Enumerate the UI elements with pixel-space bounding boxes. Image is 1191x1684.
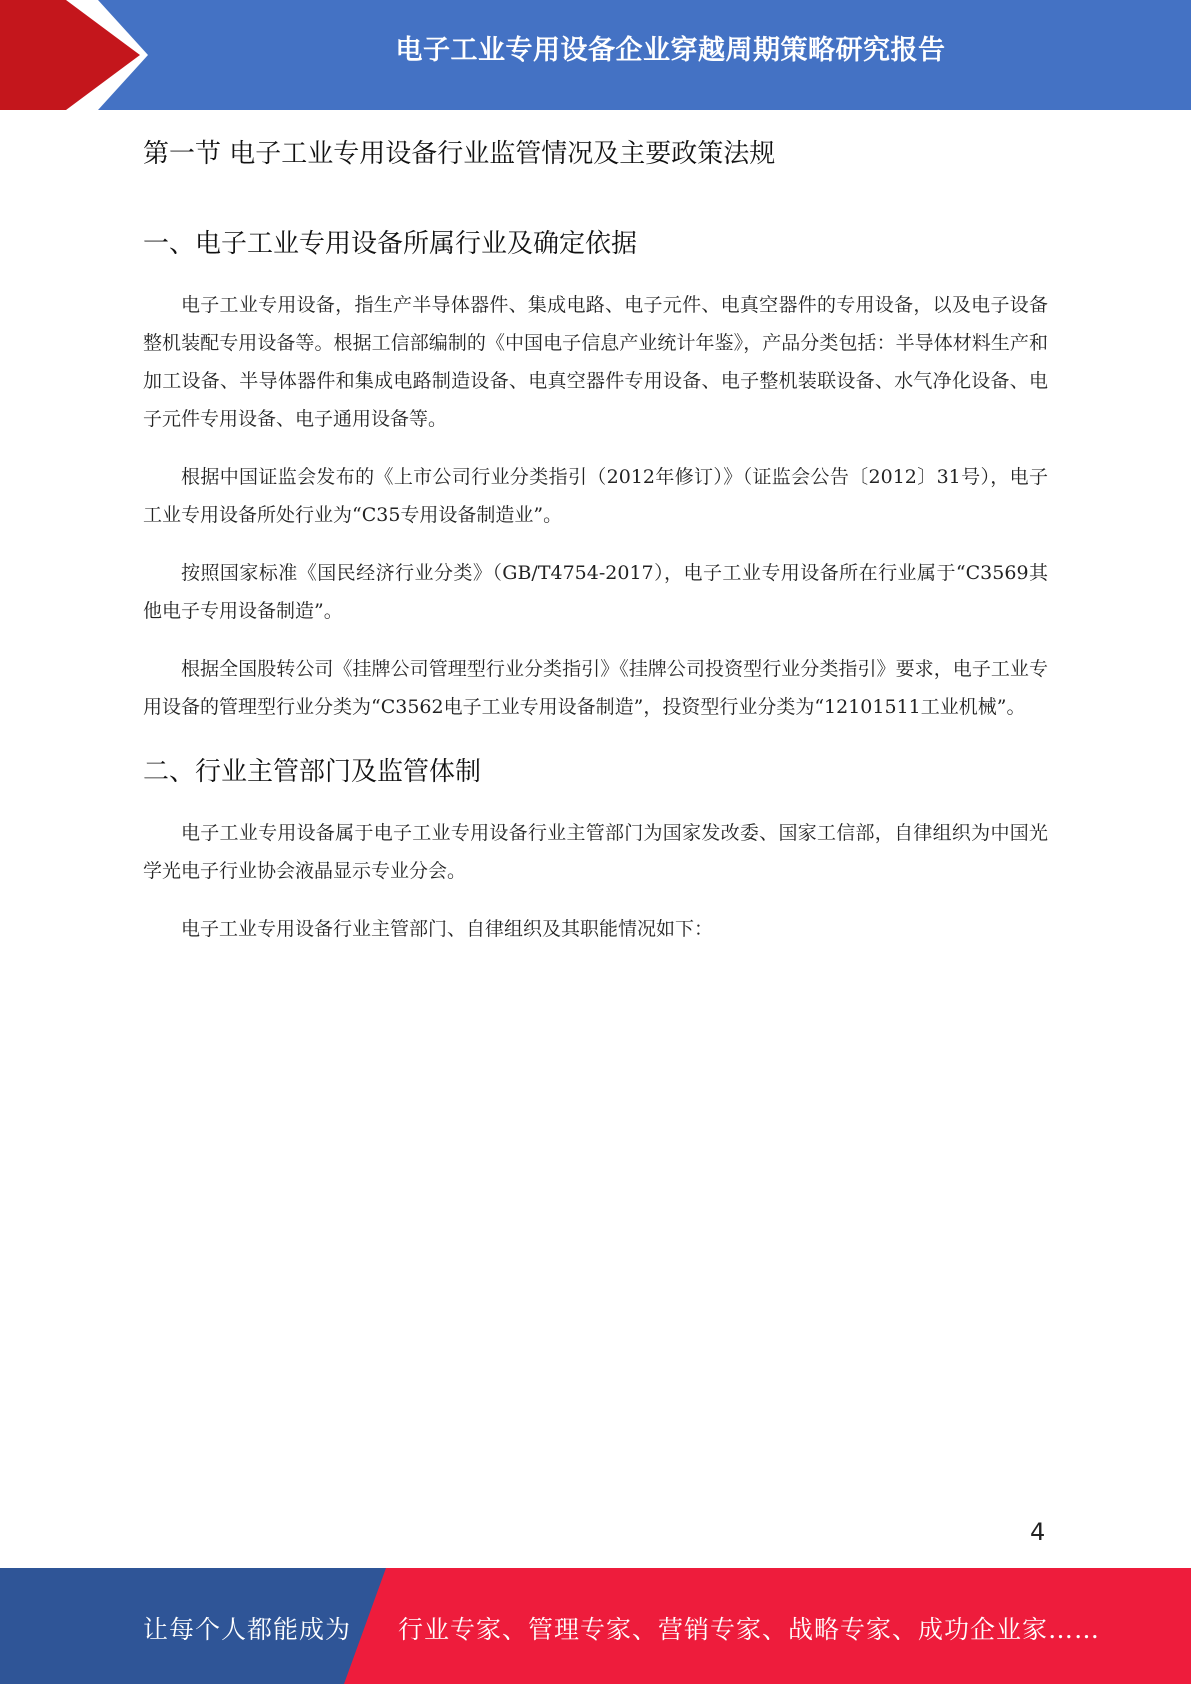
part1-paragraph-3: 按照国家标准《国民经济行业分类》（GB/T4754-2017），电子工业专用设备所在行业属于“C3569其他电子专用设备制造”。 (143, 562, 1048, 622)
footer-slogan-right: 行业专家、管理专家、营销专家、战略专家、成功企业家…… (398, 1615, 1101, 1644)
part2-heading: 二、行业主管部门及监管体制 (143, 757, 482, 787)
footer-slogan-left: 让每个人都能成为 (143, 1615, 352, 1644)
page-number: 4 (1030, 1518, 1046, 1546)
section-title: 第一节 电子工业专用设备行业监管情况及主要政策法规 (143, 139, 776, 169)
part2-paragraph-1: 电子工业专用设备属于电子工业专用设备行业主管部门为国家发改委、国家工信部，自律组织为中国光学光电子行业协会液晶显示专业分会。 (143, 822, 1048, 882)
part1-paragraph-4: 根据全国股转公司《挂牌公司管理型行业分类指引》《挂牌公司投资型行业分类指引》要求，电子工业专用设备的管理型行业分类为“C3562电子工业专用设备制造”，投资型行业分类为“12101511工业机械”。 (143, 658, 1048, 718)
part1-paragraph-2: 根据中国证监会发布的《上市公司行业分类指引（2012年修订）》（证监会公告〔2012〕31号），电子工业专用设备所处行业为“C35专用设备制造业”。 (143, 466, 1048, 526)
part1-paragraph-1: 电子工业专用设备，指生产半导体器件、集成电路、电子元件、电真空器件的专用设备，以及电子设备整机装配专用设备等。根据工信部编制的《中国电子信息产业统计年鉴》，产品分类包括：半导体材料生产和加工设备、半导体器件和集成电路制造设备、电真空器件专用设备、电子整机装联设备、水气净化设备、电子元件专用设备、电子通用设备等。 (143, 294, 1048, 430)
page-footer (0, 1568, 1191, 1684)
report-title: 电子工业专用设备企业穿越周期策略研究报告 (395, 35, 946, 66)
part2-paragraph-2: 电子工业专用设备行业主管部门、自律组织及其职能情况如下： (181, 918, 714, 940)
part1-heading: 一、电子工业专用设备所属行业及确定依据 (143, 229, 638, 259)
document-body (143, 124, 1048, 948)
page-header (0, 0, 1191, 110)
